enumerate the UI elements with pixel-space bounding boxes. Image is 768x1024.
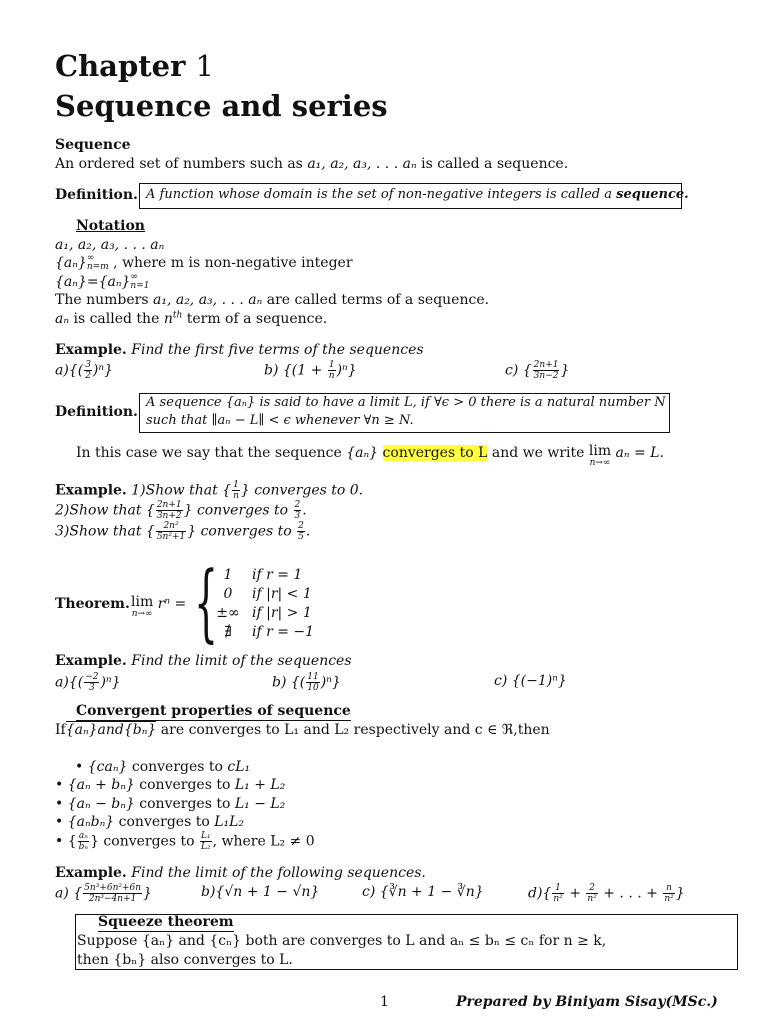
theorem-lim [131, 595, 186, 619]
notation-line-4 [55, 291, 489, 309]
page-title: Sequence and series [55, 89, 388, 123]
notation-eq: = [86, 274, 99, 290]
notation-l5-n: n [163, 311, 173, 327]
bullet: • [75, 759, 84, 775]
ex1c-den: 3n−2 [533, 371, 559, 381]
notation-seq-m: {aₙ} [55, 255, 87, 271]
props-item-result: L₁L₂ [214, 814, 245, 830]
props-item [55, 776, 285, 794]
notation-text-m: , where m is non-negative integer [108, 255, 353, 271]
notation-sub-m: n=m [86, 262, 109, 272]
notation-sub-1: n=1 [130, 281, 150, 291]
sequence-text-a: An ordered set of numbers such as [55, 156, 308, 172]
ex3b-prefix: b) {( [272, 674, 306, 691]
chapter-number: 1 [195, 49, 214, 83]
notation-l5-b: term of a sequence. [182, 311, 328, 327]
ex2-l3-c: . [305, 523, 311, 540]
ex4a-prefix: a) { [55, 885, 83, 902]
definition2-label: Definition. [55, 404, 138, 420]
ex2-l2-rden: 3 [294, 511, 301, 521]
bullet: • [55, 814, 64, 830]
props-intro-a: If [55, 722, 66, 738]
definition-text [146, 186, 689, 204]
sequence-math: a₁, a₂, a₃, . . . aₙ [307, 156, 417, 172]
ex3b-suffix: )ⁿ} [320, 674, 341, 691]
ex4a-num: 5n³+6n²+6n [84, 883, 142, 893]
notation-l4-b: are called terms of a sequence. [262, 292, 490, 308]
chapter-heading [55, 48, 214, 84]
ex2-l2-den: 3n+2 [156, 511, 182, 521]
props-item-text: converges to [134, 777, 235, 793]
props-item-math: {aₙbₙ} [67, 814, 115, 830]
chapter-word: Chapter [55, 49, 186, 83]
page-number: 1 [380, 994, 389, 1010]
ex2-l2-a: 2)Show that { [55, 502, 155, 519]
theorem-case-condition: if |r| > 1 [252, 605, 312, 621]
theorem-case-value: 1 [223, 567, 233, 583]
ex2-l3-a: 3)Show that { [55, 523, 155, 540]
notation-l5-a: is called the [69, 311, 164, 327]
ex2-l1-den: n [233, 491, 239, 501]
theorem-case-value: ±∞ [216, 605, 240, 621]
ex1c-num: 2n+1 [533, 360, 559, 370]
props-heading: Convergent properties of sequence [76, 703, 351, 719]
ex1a-num: 3 [85, 360, 91, 370]
ex2-l1-b: } converges to 0. [240, 482, 364, 499]
ex4a-den: 2n³−4n+1 [88, 894, 137, 904]
props-item-result: cL₁ [227, 759, 251, 775]
ex1c-suffix: } [560, 362, 570, 379]
converge-b: and we write [487, 445, 589, 461]
theorem-expr: rⁿ = [157, 596, 187, 612]
ex2-l1-num: 1 [233, 480, 239, 490]
converge-lim: lim [588, 443, 612, 459]
converge-text [76, 444, 664, 468]
example1-item-b [264, 360, 357, 381]
theorem-lim-sub: n→∞ [131, 609, 153, 619]
ex4d-plus: + [564, 885, 586, 902]
props-item-text: converges to [134, 796, 235, 812]
ex2-l3-rnum: 2 [298, 521, 304, 531]
notation-l5-math: aₙ [55, 311, 70, 327]
theorem-case-condition: if r = −1 [252, 624, 315, 640]
ex1b-prefix: b) {(1 + [264, 362, 327, 379]
notation-line-3 [55, 273, 150, 291]
notation-seq-b: {aₙ} [98, 274, 131, 290]
bullet: • [55, 796, 64, 812]
theorem-case-value: 0 [223, 586, 233, 602]
example1-item-c [505, 360, 569, 381]
ex1b-suffix: )ⁿ} [336, 362, 357, 379]
ex2-l3-rden: 5 [298, 532, 304, 542]
ex1a-den: 2 [85, 371, 91, 381]
props-last-rden: L₂ [200, 842, 211, 852]
sequence-text-b: is called a sequence. [416, 156, 569, 172]
props-last-den: bₙ [78, 842, 89, 852]
ex3a-den: 3 [88, 683, 95, 693]
example4-item-b: b){√n + 1 − √n} [201, 884, 320, 900]
theorem-brace: { [194, 553, 219, 651]
ex4d-d1: n² [553, 894, 563, 904]
squeeze-line-2: then {bₙ} also converges to L. [77, 952, 293, 968]
props-item-quotient [55, 831, 315, 852]
notation-l5-th: th [172, 310, 183, 321]
example3-item-c: c) {(−1)ⁿ} [494, 673, 567, 689]
definition-strong: sequence. [616, 187, 689, 202]
ex4a-suffix: } [143, 885, 152, 902]
ex3a-num: −2 [85, 672, 99, 682]
example4-item-a [55, 883, 152, 904]
bullet: • [55, 777, 64, 793]
props-last-a: { [67, 833, 77, 850]
converge-c: aₙ = L. [611, 445, 664, 461]
ex4d-suffix: } [675, 885, 685, 902]
ex4d-mid: + . . . + [598, 885, 663, 902]
squeeze-line-1: Suppose {aₙ} and {cₙ} both are converges to L and aₙ ≤ bₙ ≤ cₙ for n ≥ k, [77, 933, 607, 949]
ex2-l2-rnum: 2 [294, 500, 301, 510]
props-item-result: L₁ + L₂ [234, 777, 286, 793]
example2-label: Example. [55, 482, 127, 499]
ex3b-den: 10 [307, 683, 319, 693]
example1-label: Example. [55, 342, 127, 358]
ex4d-n2: 2 [586, 883, 597, 894]
props-last-b: } converges to [90, 833, 199, 850]
example4-item-d [528, 883, 685, 904]
footer-credit: Prepared by Biniyam Sisay(MSc.) [456, 994, 718, 1010]
ex3a-prefix: a){( [55, 674, 84, 691]
notation-sup-m: ∞ [86, 253, 95, 263]
example2-line-3 [55, 521, 310, 542]
converge-math: {aₙ} [346, 445, 379, 461]
definition-body: A function whose domain is the set of non-negative integers is called a [146, 187, 617, 202]
example3-item-b [272, 672, 341, 693]
notation-line-1: a₁, a₂, a₃, . . . aₙ [55, 237, 165, 253]
props-intro-b: are converges to L₁ and L₂ respectively and c ∈ ℜ,then [156, 722, 550, 738]
example1-item-a [55, 360, 113, 381]
converge-lim-sub: n→∞ [589, 458, 611, 468]
notation-sup-1: ∞ [130, 272, 138, 282]
notation-l4-a: The numbers [55, 292, 153, 308]
ex2-l1-a: 1)Show that { [131, 482, 232, 499]
example4-heading [55, 864, 426, 882]
props-last-num: aₙ [78, 831, 88, 841]
props-last-c: , where L₂ ≠ 0 [212, 833, 315, 850]
notation-line-5 [55, 310, 327, 328]
ex1c-prefix: c) { [505, 362, 532, 379]
definition-label: Definition. [55, 187, 138, 203]
ex2-l2-c: . [302, 502, 307, 519]
example4-text: Find the limit of the following sequences. [131, 865, 426, 881]
example4-item-c: c) {∛n + 1 − ∛n} [362, 884, 484, 900]
ex4d-prefix: d){ [528, 885, 552, 902]
definition2-line-1: A sequence {aₙ} is said to have a limit L, if ∀ϵ > 0 there is a natural number N [146, 395, 666, 410]
ex4d-n3: n [663, 883, 674, 894]
ex4d-d2: n² [587, 894, 597, 904]
example3-item-a [55, 672, 121, 693]
notation-seq-a: {aₙ} [55, 274, 87, 290]
example4-label: Example. [55, 865, 127, 881]
squeeze-heading: Squeeze theorem [98, 914, 234, 930]
example1-text: Find the first five terms of the sequences [131, 342, 424, 358]
props-item [55, 795, 285, 813]
example1-heading [55, 341, 424, 359]
ex2-l2-b: } converges to [183, 502, 293, 519]
props-item-math: {caₙ} [87, 759, 128, 775]
props-item-text: converges to [114, 814, 215, 830]
notation-line-2 [55, 254, 353, 272]
ex4d-n1: 1 [552, 883, 563, 894]
converge-a: In this case we say that the sequence [76, 445, 347, 461]
ex1b-den: n [328, 371, 335, 381]
ex1b-num: 1 [328, 360, 335, 370]
converge-highlight: converges to L [382, 445, 488, 461]
ex3a-suffix: )ⁿ} [100, 674, 121, 691]
definition2-line-2: such that ∥aₙ − L∥ < ϵ whenever ∀n ≥ N. [146, 413, 414, 428]
example3-text: Find the limit of the sequences [131, 653, 352, 669]
theorem-case-value: ∄ [224, 624, 232, 640]
ex1a-prefix: a){( [55, 362, 84, 379]
ex2-l3-num: 2n² [156, 521, 186, 532]
example2-line-2 [55, 500, 307, 521]
notation-l4-math: a₁, a₂, a₃, . . . aₙ [152, 292, 263, 308]
props-bullet: • [55, 833, 64, 850]
ex4d-d3: n² [664, 894, 674, 904]
props-item-math: {aₙ − bₙ} [67, 796, 135, 812]
sequence-text [55, 155, 568, 173]
notation-heading: Notation [76, 218, 145, 234]
example3-label: Example. [55, 653, 127, 669]
props-item-text: converges to [127, 759, 228, 775]
theorem-case-condition: if |r| < 1 [252, 586, 312, 602]
props-item-result: L₁ − L₂ [234, 796, 286, 812]
props-last-rnum: L₁ [200, 831, 211, 841]
props-item [55, 813, 244, 831]
sequence-heading: Sequence [55, 137, 131, 153]
ex2-l3-b: } converges to [187, 523, 297, 540]
ex2-l3-den: 5n²+1 [156, 532, 186, 542]
props-intro-math: {aₙ}and{bₙ} [65, 722, 157, 738]
theorem-label: Theorem. [55, 596, 130, 612]
props-intro [55, 721, 550, 739]
example3-heading [55, 652, 352, 670]
theorem-lim-word: lim [131, 594, 154, 610]
ex1a-suffix: )ⁿ} [92, 362, 113, 379]
props-item-math: {aₙ + bₙ} [67, 777, 135, 793]
props-item [75, 758, 250, 776]
example2-line-1 [55, 480, 363, 501]
ex3b-num: 11 [307, 672, 319, 682]
theorem-case-condition: if r = 1 [252, 567, 303, 583]
ex2-l2-num: 2n+1 [156, 500, 182, 510]
